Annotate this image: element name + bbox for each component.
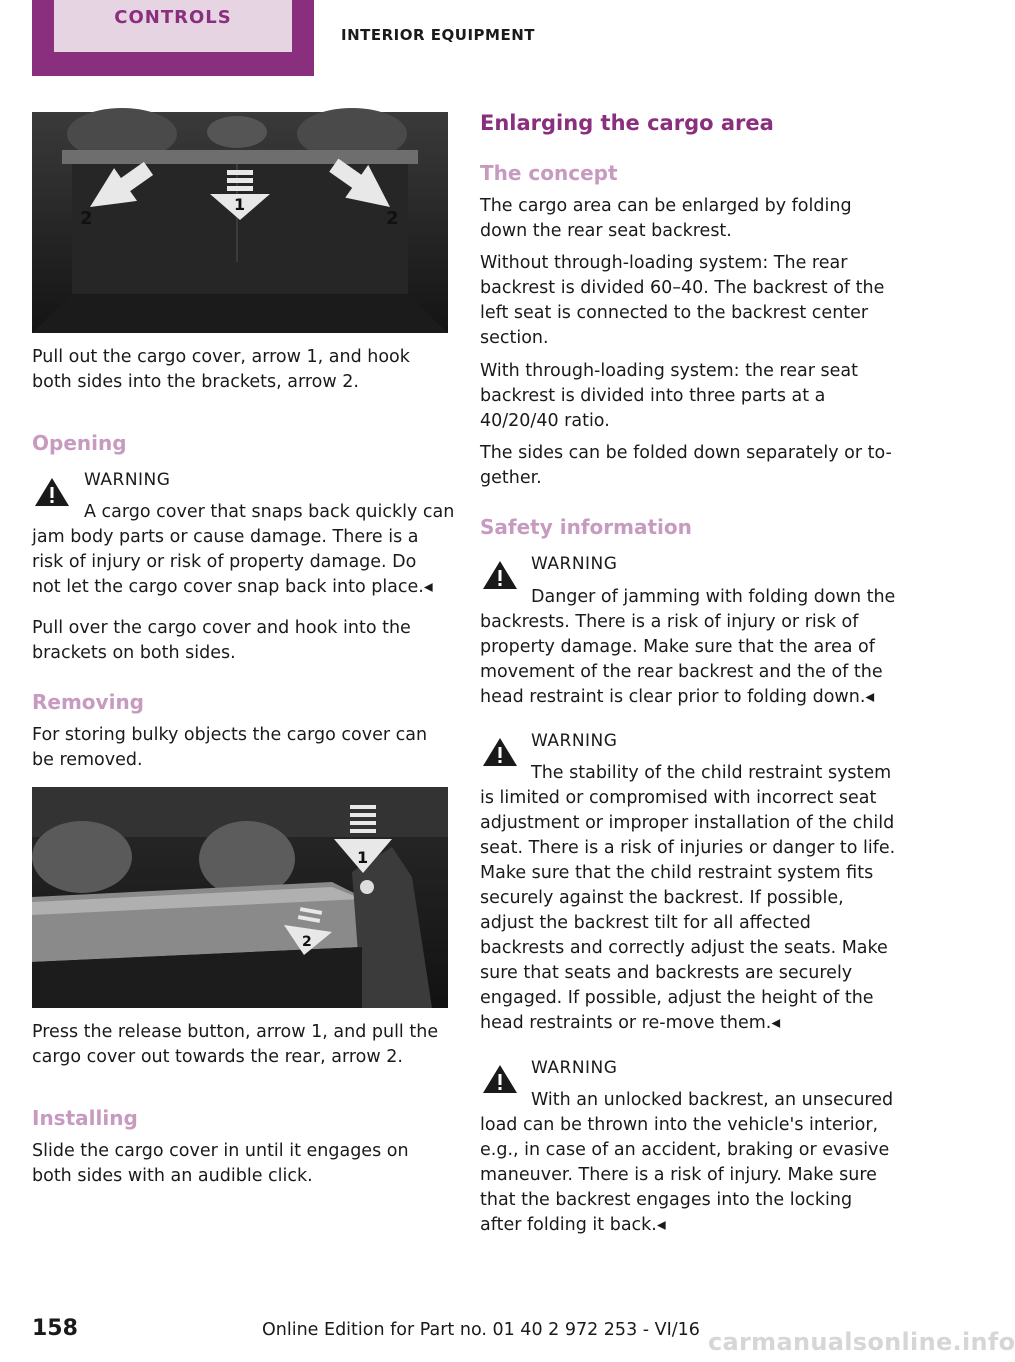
edition-info: Online Edition for Part no. 01 40 2 972 253 - VI/16 xyxy=(262,1320,700,1340)
cargo-cover-instruction: Pull out the cargo cover, arrow 1, and hook both sides into the brackets, arrow 2. xyxy=(32,347,410,392)
installing-text: Slide the cargo cover in until it engages on both sides with an audible click. xyxy=(32,1141,409,1186)
arrow-1-label: 1 xyxy=(234,195,246,214)
warning-icon xyxy=(32,475,72,509)
section-title: INTERIOR EQUIPMENT xyxy=(341,26,535,44)
opening-heading: Opening xyxy=(32,431,127,455)
cargo-cover-illustration xyxy=(32,112,448,333)
warning-2-rest: is limited or compromised with incorrect seat adjustment or improper installation of the child seat. There is a risk of injuries or danger to life. Make sure that the child restraint system fits securely against the backrest. If possible, adjust the backrest tilt for all affected backrests and correctly adjust the seats. Make sure that seats and backrests are securely engaged. If possible, adjust the height of the head restraints or re-move them.◂ xyxy=(480,788,896,1033)
chapter-tab-label: CONTROLS xyxy=(114,7,232,28)
installing-heading: Installing xyxy=(32,1106,138,1130)
warning-label: WARNING xyxy=(531,731,618,751)
warning-text-first: A cargo cover that snaps back quickly can xyxy=(84,502,455,522)
warning-label: WARNING xyxy=(84,470,171,490)
warning-2-first: The stability of the child restraint system xyxy=(531,763,892,783)
concept-p4: The sides can be folded down separately or to-gether. xyxy=(480,443,892,488)
cargo-cover-photo xyxy=(32,112,448,333)
warning-3-rest: load can be thrown into the vehicle's interior, e.g., in case of an accident, braking or evasive maneuver. There is a risk of injury. Make sure that the backrest engages into the locking after folding it back.◂ xyxy=(480,1115,890,1235)
warning-3-first: With an unlocked backrest, an unsecured xyxy=(531,1090,894,1110)
arrow-2-right-label: 2 xyxy=(386,208,399,229)
photo2-arrow-2-label: 2 xyxy=(302,934,312,950)
warning-label: WARNING xyxy=(531,1058,618,1078)
concept-p1: The cargo area can be enlarged by folding down the rear seat backrest. xyxy=(480,196,852,241)
page-number: 158 xyxy=(32,1316,78,1341)
opening-text: Pull over the cargo cover and hook into the brackets on both sides. xyxy=(32,618,411,663)
removing-text: For storing bulky objects the cargo cover can be removed. xyxy=(32,725,428,770)
release-button-illustration xyxy=(32,787,448,1008)
warning-1-first: Danger of jamming with folding down the xyxy=(531,587,896,607)
warning-icon xyxy=(480,558,520,592)
watermark: carmanualsonline.info xyxy=(708,1328,1015,1356)
release-instruction: Press the release button, arrow 1, and pull the cargo cover out towards the rear, arrow 2. xyxy=(32,1022,439,1067)
concept-heading: The concept xyxy=(480,161,618,185)
concept-p2: Without through-loading system: The rear backrest is divided 60–40. The backrest of the left seat is connected to the backrest center section. xyxy=(480,253,885,348)
warning-icon xyxy=(480,1062,520,1096)
removing-heading: Removing xyxy=(32,690,144,714)
main-heading: Enlarging the cargo area xyxy=(480,111,774,135)
safety-heading: Safety information xyxy=(480,515,692,539)
warning-label: WARNING xyxy=(531,554,618,574)
warning-1-rest: backrests. There is a risk of injury or risk of property damage. Make sure that the area of movement of the rear backrest and the of the head restraint is clear prior to folding down.◂ xyxy=(480,612,883,707)
concept-p3: With through-loading system: the rear seat backrest is divided into three parts at a 40/20/40 ratio. xyxy=(480,361,858,431)
arrow-2-left-label: 2 xyxy=(80,208,93,229)
release-button-photo xyxy=(32,787,448,1008)
photo2-arrow-1-label: 1 xyxy=(357,848,369,867)
chapter-tab xyxy=(54,0,292,52)
warning-icon xyxy=(480,735,520,769)
warning-text-rest: jam body parts or cause damage. There is a risk of injury or risk of property damage. Do not let the cargo cover snap back into place.◂ xyxy=(32,527,433,597)
